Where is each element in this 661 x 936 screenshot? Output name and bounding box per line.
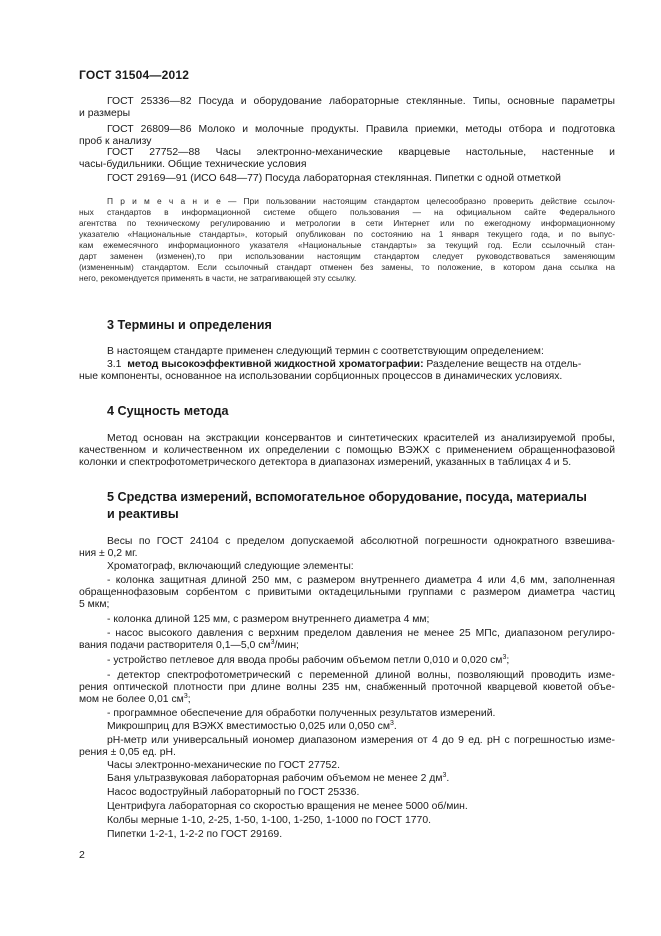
section-4-heading: 4 Сущность метода xyxy=(107,404,229,418)
s5-line: вания подачи растворителя 0,1—5,0 $см^3$/мин; xyxy=(79,639,299,651)
s5-line: - программное обеспечение для обработки полученных результатов измерений. xyxy=(107,708,496,719)
note-line: дарт заменен (изменен),то при использовании настоящим стандартом следует руководствоваться заменяющим xyxy=(79,251,615,261)
s5-line: Весы по ГОСТ 24104 с пределом допускаемой абсолютной погрешности однократного взвешива- xyxy=(107,536,615,547)
s4-line: качественном и количественном их определении с помощью ВЭЖХ с применением обращеннофазовой xyxy=(79,445,615,456)
term-name: метод высокоэффективной жидкостной хроматографии: xyxy=(127,359,424,370)
s5-line: ния ± 0,2 мг. xyxy=(79,548,138,559)
s4-line: Метод основан на экстракции консервантов и синтетических красителей из анализируемой пробы, xyxy=(107,433,615,444)
s5-line: - колонка длиной 125 мм, с размером внутреннего диаметра 4 мм; xyxy=(107,614,430,625)
ref-line: ГОСТ 29169—91 (ИСО 648—77) Посуда лабораторная стеклянная. Пипетки с одной отметкой xyxy=(107,173,561,184)
term-definition: Разделение веществ на отдель- xyxy=(426,359,582,370)
s5-line: мом не более 0,01 $см^3$; xyxy=(79,693,191,705)
s3-intro: В настоящем стандарте применен следующий термин с соответствующим определением: xyxy=(107,346,544,357)
note-line: указателю «Национальные стандарты», который опубликован по состоянию на 1 января текущего года, и по выпус- xyxy=(79,229,615,239)
s3-term-line xyxy=(107,359,615,371)
s5-line: Баня ультразвуковая лабораторная рабочим объемом не менее 2 $дм^3$. xyxy=(107,772,450,784)
s5-line: Насос водоструйный лабораторный по ГОСТ 25336. xyxy=(107,787,360,798)
note-line: ных стандартов в информационной системе общего пользования — на официальном сайте Федерального xyxy=(79,207,615,217)
s5-line: Колбы мерные 1-10, 2-25, 1-50, 1-100, 1-250, 1-1000 по ГОСТ 1770. xyxy=(107,815,432,826)
s5-line: Микрошприц для ВЭЖХ вместимостью 0,025 или 0,050 $см^3$. xyxy=(107,720,397,732)
s5-line: - колонка защитная длиной 250 мм, с размером внутреннего диаметра 4 или 4,6 мм, заполненная xyxy=(107,575,615,586)
ref-line: ГОСТ 25336—82 Посуда и оборудование лабораторные стеклянные. Типы, основные параметры xyxy=(107,96,615,107)
s5-line: Хроматограф, включающий следующие элементы: xyxy=(107,561,354,572)
ref-line: проб к анализу xyxy=(79,136,152,147)
s5-line: Центрифуга лабораторная со скоростью вращения не менее 5000 об/мин. xyxy=(107,801,468,812)
s5-line: - устройство петлевое для ввода пробы рабочим объемом петли 0,010 и 0,020 $см^3$; xyxy=(107,654,510,666)
note-line: П р и м е ч а н и е — При пользовании настоящим стандартом целесообразно проверить действие ссылоч- xyxy=(107,196,615,206)
ref-line: часы-будильники. Общие технические условия xyxy=(79,159,307,170)
section-5-heading-cont: и реактивы xyxy=(107,507,179,521)
ref-line: ГОСТ 26809—86 Молоко и молочные продукты. Правила приемки, методы отбора и подготовка xyxy=(107,124,615,135)
section-5-heading: 5 Средства измерений, вспомогательное оборудование, посуда, материалы xyxy=(107,490,587,504)
s5-line: обращеннофазовым сорбентом с привитыми октадецильными группами с размером диаметра частиц xyxy=(79,587,615,598)
s5-line: рения оптической плотности при длине волны 235 нм, снабженный проточной кварцевой кюветой объе- xyxy=(79,682,615,693)
term-number: 3.1 xyxy=(107,359,122,370)
s5-line: - детектор спектрофотометрический с переменной длиной волны, позволяющий проводить изме- xyxy=(107,670,615,681)
note-line: (измененным) стандартом. Если ссылочный стандарт отменен без замены, то положение, в котором дана ссылка на xyxy=(79,262,615,272)
ref-line: и размеры xyxy=(79,108,131,119)
s5-line: pH-метр или универсальный иономер диапазоном измерения от 4 до 9 ед. pH с погрешностью изме- xyxy=(107,735,615,746)
note-line: него, рекомендуется применять в части, не затрагивающей эту ссылку. xyxy=(79,273,357,283)
s3-definition-cont: ные компоненты, основанное на использовании сорбционных процессов в динамических условиях. xyxy=(79,371,563,382)
s5-line: Пипетки 1-2-1, 1-2-2 по ГОСТ 29169. xyxy=(107,829,283,840)
note-line: кам ежемесячного информационного указателя «Национальные стандарты» за текущий год. Если ссылочный стан- xyxy=(79,240,615,250)
s5-line: - насос высокого давления с верхним пределом давления не менее 25 МПс, диапазоном регулиро- xyxy=(107,628,615,639)
section-3-heading: 3 Термины и определения xyxy=(107,318,272,332)
s5-line: 5 мкм; xyxy=(79,599,110,610)
s5-line: Часы электронно-механические по ГОСТ 27752. xyxy=(107,760,340,771)
s5-line: рения ± 0,05 ед. pH. xyxy=(79,747,176,758)
note-line: агентства по техническому регулированию и метрологии в сети Интернет или по ежегодному информационному xyxy=(79,218,615,228)
page-number: 2 xyxy=(79,849,85,861)
s4-line: колонки и спектрофотометрического детектора в диапазонах измерений, указанных в таблицах 4 и 5. xyxy=(79,457,572,468)
standard-header: ГОСТ 31504—2012 xyxy=(79,68,190,82)
ref-line: ГОСТ 27752—88 Часы электронно-механические кварцевые настольные, настенные и xyxy=(107,147,615,158)
